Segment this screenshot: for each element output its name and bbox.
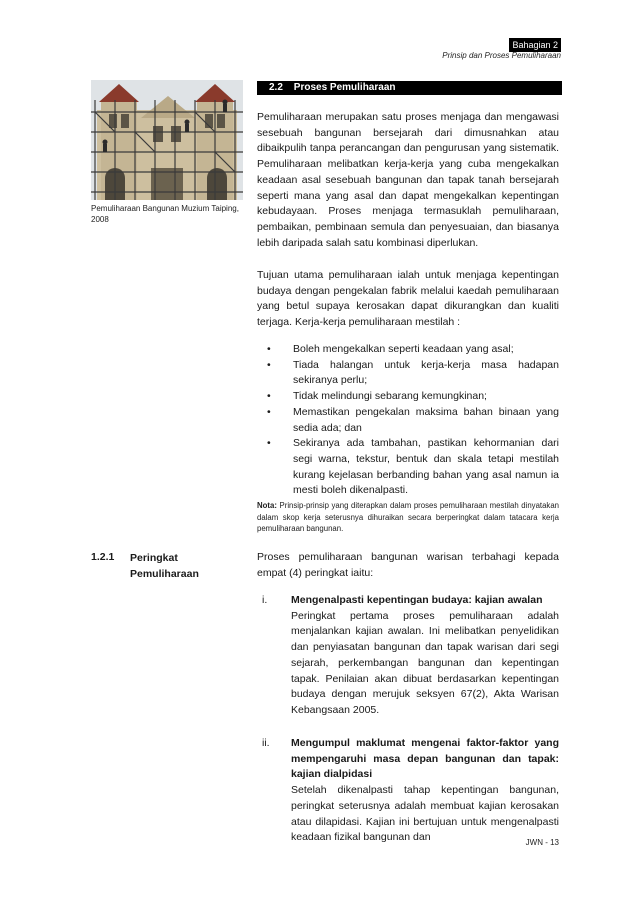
list-item <box>257 358 559 389</box>
note-text: Prinsip-prinsip yang diterapkan dalam proses pemuliharaan mestilah dinyatakan dalam skop kerja seterusnya dihuraikan secara berperingkat dalam tatacara kerja pemuliharaan bangunan. <box>257 501 559 533</box>
note-label: Nota: <box>257 501 277 510</box>
chapter-tag: Bahagian 2 <box>509 38 561 52</box>
stage-item <box>257 736 559 846</box>
stage-numeral: i. <box>262 594 268 606</box>
subsection-title: Peringkat Pemuliharaan <box>130 552 199 580</box>
stage-text: Peringkat pertama proses pemuliharaan adalah menjalankan kajian awalan. Ini melibatkan penyelidikan dan penyiasatan bangunan dan tapak warisan dari segi sejarah, perkembangan bangunan dan kepentingan tapak. Penilaian akan dibuat berdasarkan kepentingan budaya dengan merujuk seksyen 67(2), Akta Warisan Kebangsaan 2005. <box>291 609 559 716</box>
page-number: JWN - 13 <box>525 838 559 847</box>
list-item <box>257 405 559 436</box>
subsection-number: 1.2.1 <box>91 551 115 563</box>
paragraph-definition: Pemuliharaan merupakan satu proses menjaga dan mengawasi sesebuah bangunan bersejarah dari dimusnahkan atau dibaikpulih tanpa perancangan dan pengurusan yang sistematik. Pemuliharaan melibatkan kerja-kerja yang cuba mengekalkan keadaan asal sesebuah bangunan dan tapak tanah bersejarah seperti mana yang asal dan dapat mengekalkan kepentingan kebudayaan. Proses menjaga termasuklah pemuliharaan, pembaikan, pembinaan semula dan penyesuaian, dan biasanya lebih daripada salah satu kombinasi diperlukan. <box>257 111 559 249</box>
bullet-icon: • <box>267 405 271 418</box>
list-item <box>257 436 559 499</box>
list-item-text: Boleh mengekalkan seperti keadaan yang asal; <box>293 343 514 355</box>
bullet-icon: • <box>267 358 271 371</box>
list-item-text: Sekiranya ada tambahan, pastikan kehormanian dari segi warna, tekstur, bentuk dan skala tetapi mestilah kurang kejelasan berbanding bahan yang asal namun ia mesti boleh dikenalpasti. <box>293 437 559 497</box>
bullet-icon: • <box>267 343 271 355</box>
section-number: 2.2 <box>269 82 283 93</box>
bullet-icon: • <box>267 390 271 403</box>
stage-text: Setelah dikenalpasti tahap kepentingan bangunan, peringkat seterusnya adalah membuat kajian kerosakan atau dilapidasi. Kajian ini bertujuan untuk mengenalpasti keadaan fizikal bangunan dan <box>291 784 559 844</box>
section-title: Proses Pemuliharaan <box>293 82 396 93</box>
list-item-text: Tiada halangan untuk kerja-kerja masa hadapan sekiranya perlu; <box>293 358 559 387</box>
list-item-text: Memastikan pengekalan maksima bahan binaan yang sedia ada; dan <box>293 405 559 434</box>
chapter-subtitle: Prinsip dan Proses Pemuliharaan <box>442 51 561 60</box>
list-item <box>257 342 559 358</box>
bullet-icon: • <box>267 437 271 450</box>
section-heading <box>257 81 562 95</box>
stage-title: Mengumpul maklumat mengenai faktor-faktor yang mempengaruhi masa depan bangunan dan tapak: kajian dialpidasi <box>291 737 559 781</box>
subsection-intro: Proses pemuliharaan bangunan warisan terbahagi kepada empat (4) peringkat iaitu: <box>257 551 559 579</box>
note <box>257 500 559 535</box>
requirements-list <box>257 342 559 499</box>
stage-numeral: ii. <box>262 737 270 749</box>
photo-caption: Pemuliharaan Bangunan Muzium Taiping, 2008 <box>91 204 239 224</box>
paragraph-purpose: Tujuan utama pemuliharaan ialah untuk menjaga kepentingan budaya dengan pengekalan fabrik melalui kaedah pemuliharaan yang betul supaya kerosakan dapat dikurangkan dan kualiti terjaga. Kerja-kerja pemuliharaan mestilah : <box>257 269 559 329</box>
stage-item <box>257 593 559 719</box>
stage-title: Mengenalpasti kepentingan budaya: kajian awalan <box>291 594 543 606</box>
list-item-text: Tidak melindungi sebarang kemungkinan; <box>293 390 487 403</box>
building-photo <box>91 80 243 200</box>
list-item <box>257 389 559 405</box>
